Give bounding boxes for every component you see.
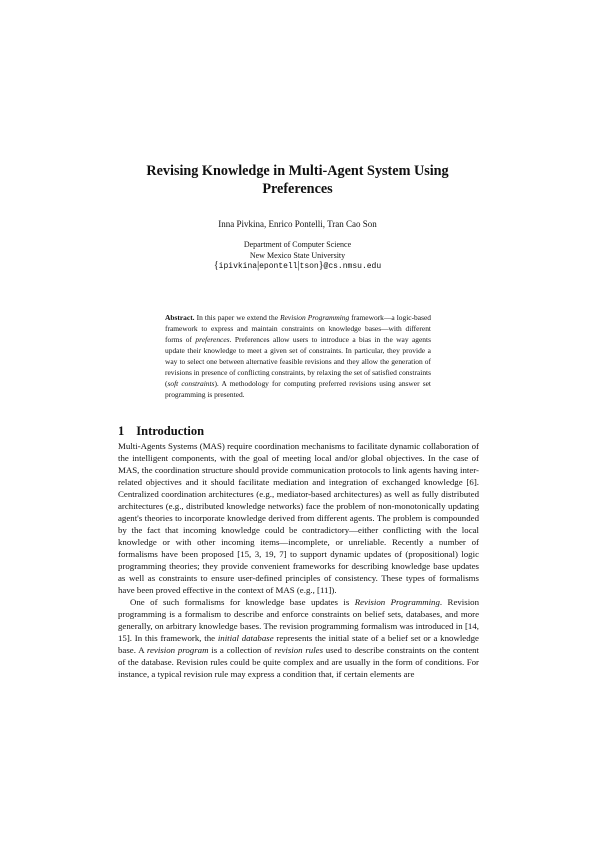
abstract-emph-1: Revision Programming: [280, 313, 350, 322]
email-separator-1: |: [257, 260, 260, 271]
para2-emph-4: revision rules: [274, 645, 324, 655]
email-user-3: tson: [299, 262, 319, 271]
para2-text-4: is a collection of: [208, 645, 275, 655]
paper-title: Revising Knowledge in Multi-Agent System Using Preferences: [146, 163, 449, 197]
section-heading: [118, 423, 204, 439]
paragraph-2: [118, 596, 479, 680]
abstract: [165, 312, 431, 400]
email-separator-2: |: [297, 260, 300, 271]
email-domain: @cs.nmsu.edu: [323, 262, 382, 271]
paragraph-1: Multi-Agents Systems (MAS) require coordination mechanisms to facilitate dynamic collaboration of the intelligent components, with the goal of meeting local and/or global objectives. In the case of MAS, the coordination structure should provide communication protocols to link agents having inter-related objectives and it should facilitate mediation and integration of exchanged knowledge [6]. Centralized coordination architectures (e.g., mediator-based architectures) as well as fully distributed architectures (e.g., distributed knowledge networks) face the problem of non-monotonically updating agent's theories to incorporate knowledge derived from different agents. The problem is compounded by the fact that incoming knowledge could be contradictory—either conflicting with the local knowledge or with other incoming items—incomplete, or unreliable. Recently a number of formalisms have been proposed [15, 3, 19, 7] to support dynamic updates of (propositional) logic programming theories; they provide convenient frameworks for describing knowledge base updates as well as constraints to ensure user-defined principles of consistency. These types of formalisms have been proved effective in the context of MAS (e.g., [11]).: [118, 441, 479, 595]
email-line: [100, 261, 495, 273]
para2-emph-1: Revision Programming: [354, 597, 440, 607]
email-brace-close: }: [318, 260, 324, 271]
abstract-text-1: In this paper we extend the: [194, 313, 281, 322]
email-user-1: ipivkina: [218, 262, 258, 271]
abstract-text-4: ). A methodology for computing preferred revisions using answer set programming is presented.: [165, 379, 431, 399]
paper-authors: Inna Pivkina, Enrico Pontelli, Tran Cao Son: [218, 219, 377, 229]
section-number: 1: [118, 424, 125, 438]
para2-text-3: represents the initial state of a belief set or a knowledge base. A: [118, 633, 479, 655]
abstract-emph-3: soft constraints: [167, 379, 215, 388]
affiliation: [100, 240, 495, 273]
para2-text-2: . Revision programming is a formalism to describe and enforce constraints on belief sets, databases, and more generally, on arbitrary knowledge bases. The revision programming formalism was introduced in [14, 15]. In this framework, the: [118, 597, 479, 643]
abstract-text-3: . Preferences allow users to introduce a bias in the way agents update their knowledge to meet a given set of constraints. In particular, they provide a way to select one between alternative feasible revisions and they allow the generation of revisions in presence of conflicting constraints, by relaxing the set of satisfied constraints (: [165, 335, 431, 388]
para2-emph-3: revision program: [146, 645, 209, 655]
university: New Mexico State University: [249, 250, 346, 260]
email-brace-open: {: [213, 260, 219, 271]
para2-text-1: One of such formalisms for knowledge base updates is: [130, 597, 355, 607]
abstract-emph-2: preferences: [195, 335, 230, 344]
body-text: [118, 440, 479, 680]
section-title: Introduction: [136, 424, 205, 438]
abstract-label: Abstract.: [165, 313, 195, 322]
para2-text-5: used to describe constraints on the content of the database. Revision rules could be quite complex and are usually in the form of conditions. For instance, a typical revision rule may express a condition that, if certain elements are: [118, 645, 479, 679]
email-user-2: epontell: [259, 262, 298, 271]
abstract-text-2: framework—a logic-based framework to express and maintain constraints on knowledge bases—with different forms of: [165, 313, 431, 344]
department: Department of Computer Science: [243, 240, 352, 249]
para2-emph-2: initial database: [217, 633, 274, 643]
